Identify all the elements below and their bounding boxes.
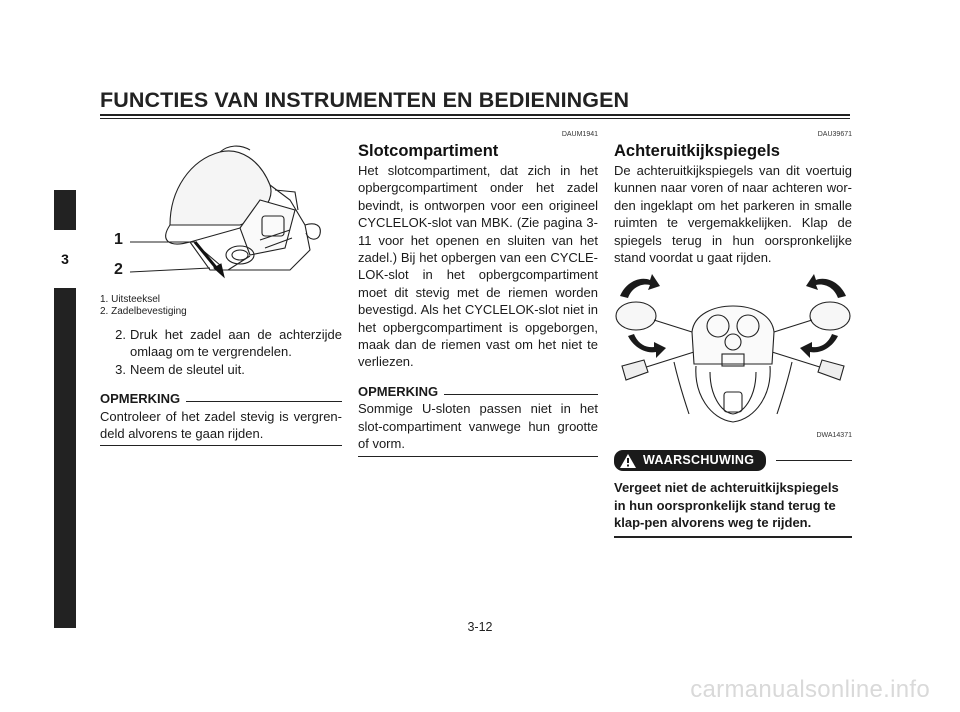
note-title: OPMERKING — [100, 391, 181, 407]
step-number: 3. — [115, 361, 126, 377]
section-heading: Slotcompartiment — [358, 142, 499, 160]
step-text: Neem de sleutel uit. — [130, 361, 245, 377]
note-rule — [186, 401, 342, 402]
warning-text: Vergeet niet de achteruitkijkspiegels in hun oorspronkelijk stand terug te klap-pen alvorens weg te rijden. — [614, 480, 839, 531]
callout-1: 1 — [114, 231, 123, 248]
note-text: Sommige U-sloten passen niet in het slot-compartiment vanwege hun grootte of vorm. — [358, 401, 598, 452]
page-header-title: FUNCTIES VAN INSTRUMENTEN EN BEDIENINGEN — [100, 88, 630, 112]
warning-label: WAARSCHUWING — [643, 452, 755, 467]
section-body: Het slotcompartiment, dat zich in het opbergcompartiment onder het zadel bevindt, is ontworpen voor een origineel CYCLELOK-slot van MBK. (Zie pagina 3-11 voor het openen en sluiten van het zadel.) Bij het opbergen van een CYCLE-LOK-slot in het opbergcompartiment moet dit stevig met de riemen worden bevestigd. Als het CYCLELOK-slot niet in het opbergcompartiment is opgeborgen, maak dan de riemen vast om het niet te verliezen. — [358, 163, 598, 370]
page-number: 3-12 — [467, 620, 493, 634]
section-code: DAU39671 — [817, 131, 852, 138]
step-item — [100, 326, 342, 361]
warning-icon — [620, 454, 636, 468]
mirror-figure — [614, 274, 852, 428]
section-heading: Achteruitkijkspiegels — [614, 142, 780, 160]
warning-end-rule — [614, 536, 852, 538]
step-item — [100, 361, 342, 378]
note-end-rule — [358, 456, 598, 457]
seat-illustration — [100, 130, 342, 280]
chapter-tab-bar-bottom — [54, 288, 76, 628]
section-code: DAUM1941 — [561, 131, 598, 138]
warning-badge — [614, 450, 766, 471]
chapter-tab-bar-top — [54, 190, 76, 230]
step-number: 2. — [115, 327, 126, 342]
middle-column — [358, 130, 598, 457]
warning-rule — [776, 460, 852, 461]
note-rule — [444, 394, 598, 395]
note-text: Controleer of het zadel stevig is vergren-deld alvorens te gaan rijden. — [100, 408, 342, 442]
note-heading — [358, 383, 598, 400]
watermark: carmanualsonline.info — [690, 676, 930, 703]
callout-2: 2 — [114, 261, 123, 278]
step-list — [100, 326, 342, 378]
figure-caption-1: 1. Uitsteeksel — [100, 294, 161, 305]
left-column — [100, 130, 342, 446]
figure-caption-2: 2. Zadelbevestiging — [100, 306, 187, 317]
mirror-illustration — [614, 274, 852, 424]
note-end-rule — [100, 445, 342, 446]
header-rule — [100, 114, 850, 119]
warning-heading — [614, 450, 852, 471]
chapter-tab-number: 3 — [54, 238, 76, 280]
seat-figure — [100, 130, 342, 280]
section-body: De achteruitkijkspiegels van dit voertuig kunnen naar voren of naar achteren wor-den ingeklapt om het parkeren in smalle ruimten te vergemakkelijken. Klap de spiegels terug in hun oorspronkelijke stand voordat u gaat rijden. — [614, 163, 852, 266]
note-title: OPMERKING — [358, 383, 439, 399]
step-text: Druk het zadel aan de achterzijde omlaag om te vergrendelen. — [130, 327, 342, 360]
note-heading — [100, 390, 342, 407]
warning-code: DWA14371 — [816, 431, 852, 439]
right-column — [614, 130, 852, 538]
